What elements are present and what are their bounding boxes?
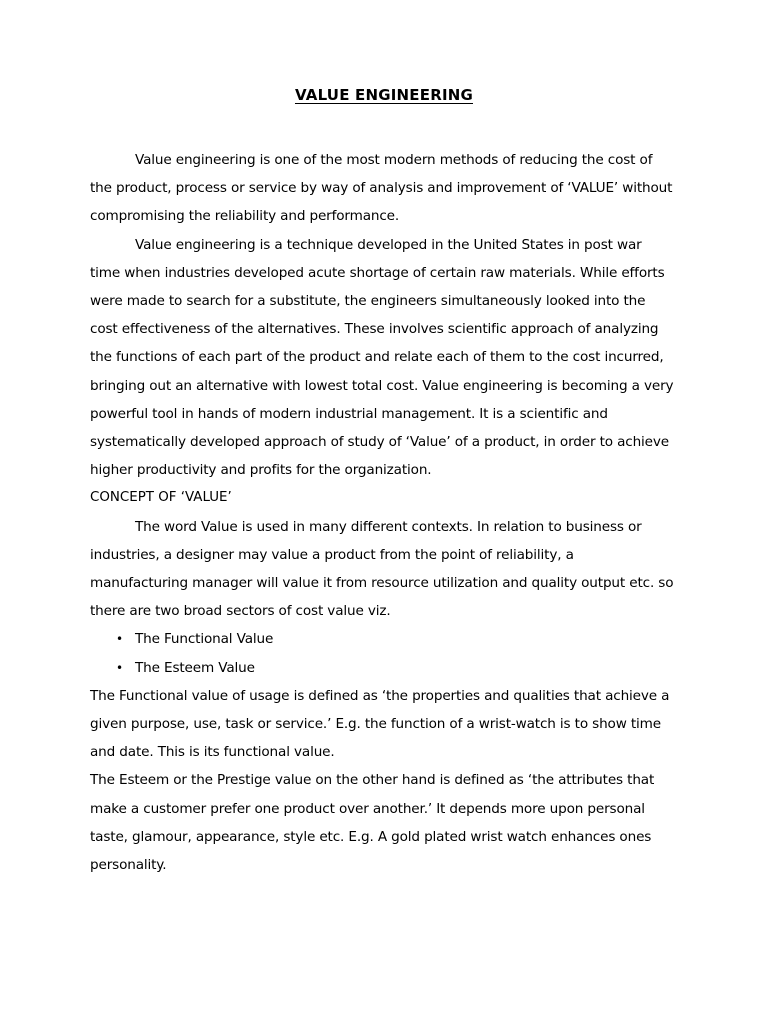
functional-value-paragraph: The Functional value of usage is defined as ‘the properties and qualities that achieve a given purpose, use, task or service.’ E.g. the function of a wrist-watch is to show time and date. This is its functional value. (90, 687, 670, 761)
list-item-label: The Esteem Value (135, 659, 255, 676)
list-item (90, 625, 675, 653)
bullet-icon: • (116, 632, 123, 647)
document-body (90, 146, 675, 879)
esteem-value-paragraph: The Esteem or the Prestige value on the other hand is defined as ‘the attributes that make a customer prefer one product over another.’ It depends more upon personal taste, glamour, appearance, style etc. E.g. A gold plated wrist watch enhances ones personality. (90, 772, 655, 874)
list-item (90, 654, 675, 682)
document-title: VALUE ENGINEERING (294, 86, 473, 104)
concept-heading: CONCEPT OF ‘VALUE’ (90, 490, 232, 506)
concept-paragraph: The word Value is used in many different contexts. In relation to business or industries, a designer may value a product from the point of reliability, a manufacturing manager will value it from resource utilization and quality output etc. so there are two broad sectors of cost value viz. (90, 518, 674, 620)
intro-paragraph-1: Value engineering is one of the most modern methods of reducing the cost of the product, process or service by way of analysis and improvement of ‘VALUE’ without compromising the reliability and performance. (90, 152, 673, 225)
value-types-list (90, 625, 675, 681)
intro-paragraph-2: Value engineering is a technique developed in the United States in post war time when industries developed acute shortage of certain raw materials. While efforts were made to search for a substitute, the engineers simultaneously looked into the cost effectiveness of the alternatives. These involves scientific approach of analyzing the functions of each part of the product and relate each of them to the cost incurred, bringing out an alternative with lowest total cost. Value engineering is becoming a very powerful tool in hands of modern industrial management. It is a scientific and systematically developed approach of study of ‘Value’ of a product, in order to achieve higher productivity and profits for the organization. (90, 236, 674, 479)
document-title-block (0, 85, 768, 105)
bullet-icon: • (116, 660, 123, 675)
list-item-label: The Functional Value (135, 631, 274, 648)
